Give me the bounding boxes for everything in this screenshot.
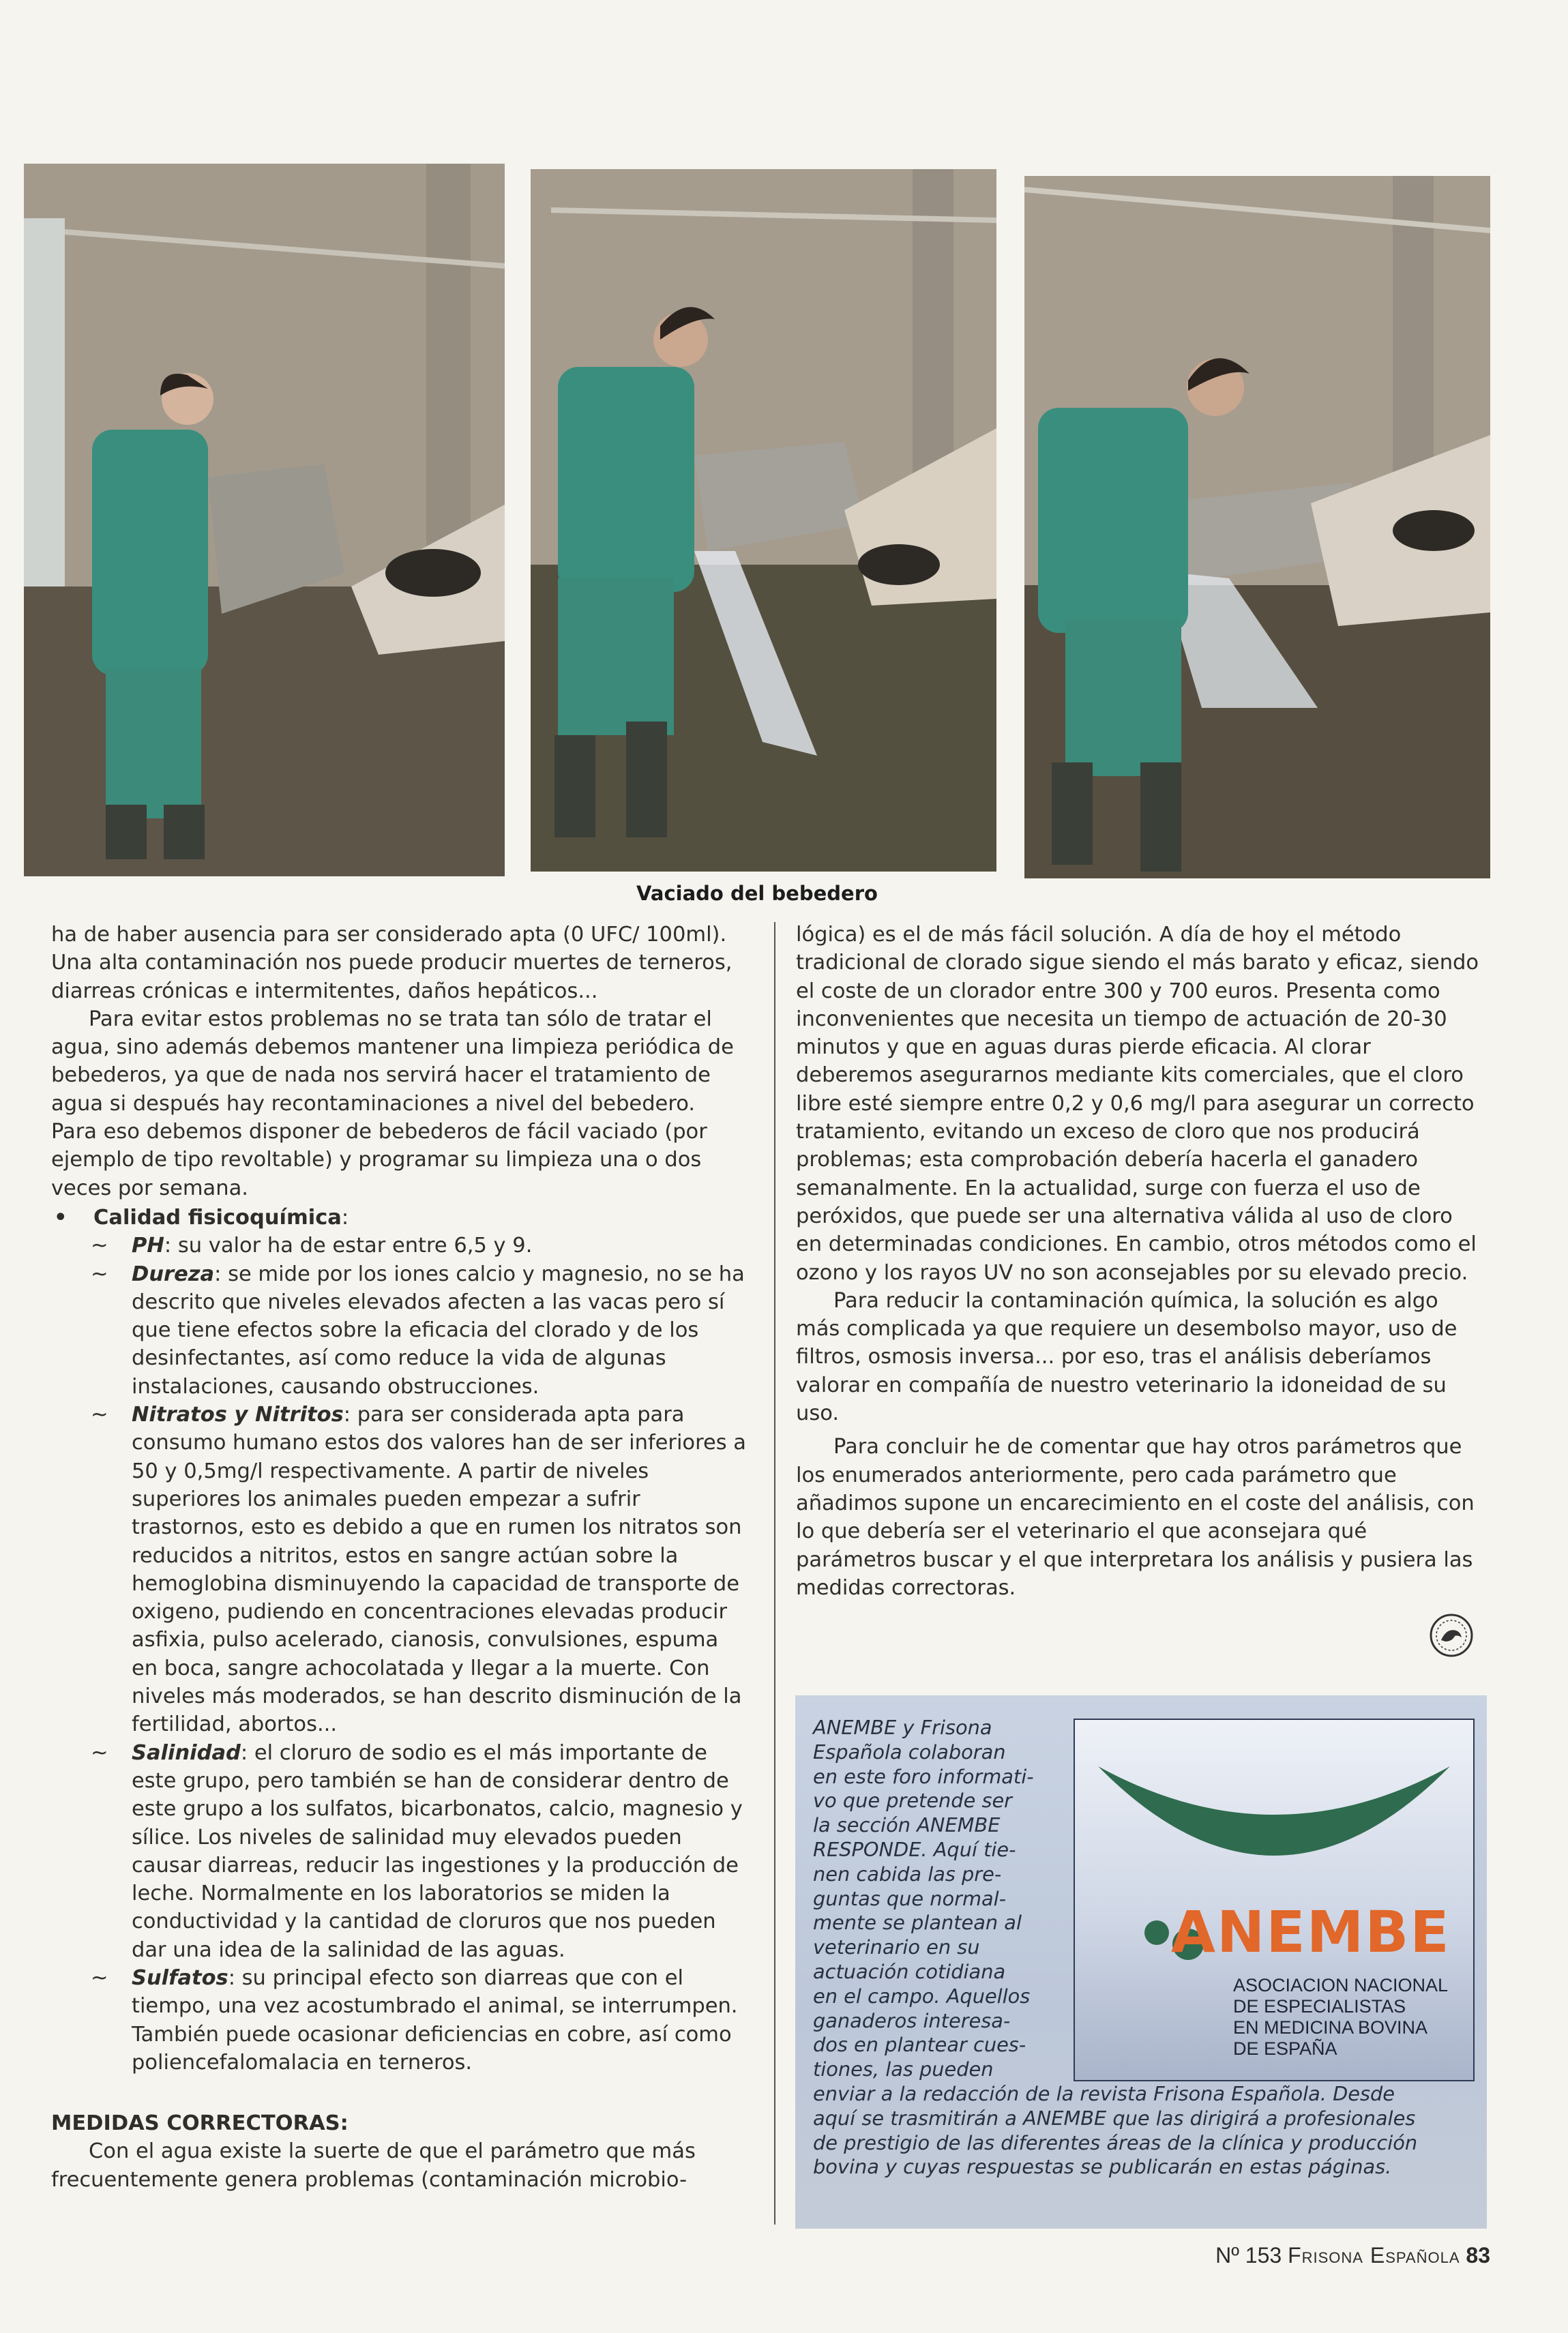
term: Sulfatos (132, 1965, 228, 1990)
anembe-logo-subtitle: ASOCIACION NACIONAL DE ESPECIALISTAS EN MEDICINA BOVINA DE ESPAÑA (1233, 1975, 1449, 2059)
anembe-box-text: ANEMBE y Frisona Española colaboran en este foro informati- vo que pretende ser la sección ANEMBE RESPONDE. Aquí tie- nen cabida las pre- guntas que normal- mente se plantean al veterinario en su actuación cotidiana en el campo. Aquellos ganaderos interesa- dos en plantear cues- tiones, las pueden enviar a la redacción de la revista Frisona Española. Desde aquí se trasmitirán a ANEMBE que las dirigirá a profesionales de prestigio de las diferentes áreas de la clínica y producción bovina y cuyas respuestas se publicarán en estas páginas. (813, 1716, 1418, 2179)
term: Dureza (132, 1262, 215, 1286)
term-text: : para ser considerada apta para consumo humano estos dos valores han de ser inferiores a 50 y 0,5mg/l respectivamente. A partir de niveles superiores los animales pueden empezar a sufrir trastornos, esto es debido a que en rumen los nitratos son reducidos a nitritos, estos en sangre actúan sobre la hemoglobina disminuyendo la capacidad de transporte de oxigeno, pudiendo en concentraciones elevadas producir asfixia, pulso acelerado, cianosis, convulsiones, espuma en boca, sangre achocolatada y llegar a la muerte. Con niveles más moderados, se han descrito disminución de la fertilidad, abortos... (132, 1403, 747, 1737)
dash-icon: ~ (91, 1965, 108, 1990)
list-item-dureza (51, 1260, 747, 1401)
issue-number: Nº 153 (1215, 2243, 1282, 2268)
bullet-dot-icon: • (54, 1205, 68, 1230)
photo-bebedero-1 (24, 164, 505, 876)
left-closing-paragraph: Con el agua existe la suerte de que el parámetro que más frecuentemente genera problemas (contaminación microbio- (51, 2139, 696, 2192)
right-paragraph-quimica: Para reducir la contaminación química, la solución es algo más complicada ya que requiere un desembolso mayor, uso de filtros, osmosis inversa... por eso, tras el análisis deberíamos valorar en compañía de nuestro veterinario la idoneidad de su uso. (796, 1288, 1458, 1426)
dash-icon: ~ (91, 1740, 108, 1765)
term-text: : el cloruro de sodio es el más importante de este grupo, pero también se han de considerar dentro de este grupo a los sulfatos, bicarbonatos, calcio, magnesio y sílice. Los niveles de salinidad muy elevados pueden causar diarreas, reducir las ingestiones y la producción de leche. Normalmente en los laboratorios se miden la conductividad y la cantidad de cloruros que nos pueden dar una idea de la salinidad de las aguas. (132, 1740, 743, 1962)
page-number: 83 (1466, 2243, 1490, 2268)
section-heading (51, 2109, 747, 2137)
end-mark-icon (1429, 1613, 1474, 1658)
anembe-logo (1074, 1719, 1475, 2081)
list-item-ph (51, 1232, 747, 1260)
term: Salinidad (132, 1740, 241, 1765)
photo-bebedero-3 (1024, 176, 1490, 878)
heading-suffix: : (340, 2111, 349, 2136)
bullet-calidad (51, 1204, 747, 1232)
dash-icon: ~ (91, 1234, 108, 1258)
magazine-name: Frisona Española (1288, 2243, 1460, 2268)
bullet-suffix: : (341, 1205, 349, 1230)
term-text: : se mide por los iones calcio y magnesio, no se ha descrito que niveles elevados afecten a las vacas pero sí que tiene efectos sobre la eficacia del clorado y de los desinfectantes, así como reduce la vida de algunas instalaciones, causando obstrucciones. (132, 1262, 745, 1399)
photo-bebedero-2 (531, 169, 996, 872)
left-intro-paragraph: ha de haber ausencia para ser considerado apta (0 UFC/ 100ml). Una alta contaminación nos puede producir muertes de terneros, diarreas crónicas e intermitentes, daños hepáticos... (51, 923, 733, 1003)
right-paragraph-clorado: lógica) es el de más fácil solución. A día de hoy el método tradicional de clorado sigue siendo el más barato y eficaz, siendo el coste de un clorador entre 300 y 700 euros. Presenta como inconvenientes que necesita un tiempo de actuación de 20-30 minutos y que en aguas duras pierde eficacia. Al clorar deberemos asegurarnos mediante kits comerciales, que el cloro libre esté siempre entre 0,2 y 0,6 mg/l para asegurar un correcto tratamiento, evitando un exceso de cloro que nos producirá problemas; esta comprobación debería hacerla el ganadero semanalmente. En la actualidad, surge con fuerza el uso de peróxidos, que puede ser una alternativa válida al uso de cloro en determinadas condiciones. En cambio, otros métodos como el ozono y los rayos UV no son aconsejables por su elevado precio. (796, 923, 1479, 1285)
bullet-label: Calidad fisicoquímica (93, 1205, 342, 1230)
heading-text: MEDIDAS CORRECTORAS (51, 2111, 340, 2136)
right-column (796, 921, 1485, 1602)
list-item-sulfatos (51, 1964, 747, 2077)
term-text: : su valor ha de estar entre 6,5 y 9. (164, 1234, 533, 1258)
right-paragraph-conclusion: Para concluir he de comentar que hay otros parámetros que los enumerados anteriormente, pero cada parámetro que añadimos supone un encarecimiento en el coste del análisis, con lo que debería ser el veterinario el que aconsejara qué parámetros buscar y el que interpretara los análisis y pusiera las medidas correctoras. (796, 1435, 1475, 1600)
page-footer (1215, 2243, 1490, 2268)
photo-caption: Vaciado del bebedero (636, 882, 878, 905)
term: PH (132, 1234, 164, 1258)
anembe-info-box (795, 1695, 1487, 2229)
list-item-nitratos (51, 1401, 747, 1739)
term-text: : su principal efecto son diarreas que con el tiempo, una vez acostumbrado el animal, se interrumpen. También puede ocasionar deficiencias en cobre, así como poliencefalomalacia en terneros. (132, 1965, 738, 2075)
term: Nitratos y Nitritos (132, 1403, 344, 1427)
dash-icon: ~ (91, 1403, 108, 1427)
left-column (51, 921, 747, 2194)
dash-icon: ~ (91, 1262, 108, 1286)
left-paragraph-limpieza: Para evitar estos problemas no se trata tan sólo de tratar el agua, sino además debemos mantener una limpieza periódica de bebederos, ya que de nada nos servirá hacer el tratamiento de agua si después hay recontaminaciones a nivel del bebedero. Para eso debemos disponer de bebederos de fácil vaciado (por ejemplo de tipo revoltable) y programar su limpieza una o dos veces por semana. (51, 1007, 734, 1200)
anembe-logo-word: ANEMBE (1171, 1899, 1451, 1965)
column-divider (774, 922, 775, 2225)
list-item-salinidad (51, 1739, 747, 1964)
